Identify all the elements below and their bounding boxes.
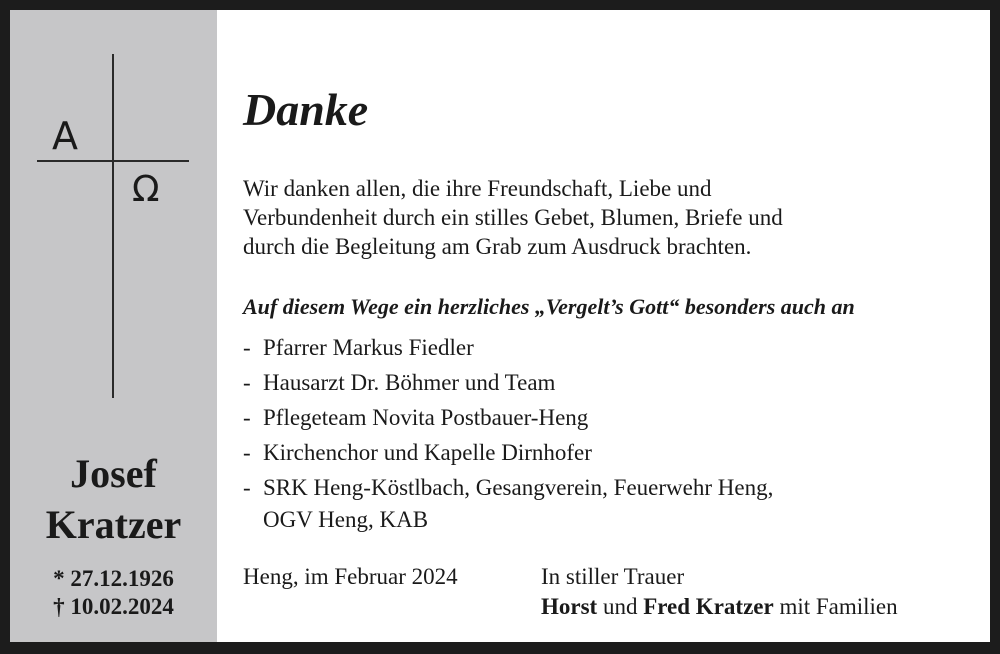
list-item-label: Pfarrer Markus Fiedler	[263, 335, 474, 360]
list-item	[243, 330, 963, 365]
alpha-symbol: A	[52, 114, 78, 158]
list-item	[243, 400, 963, 435]
obituary-card	[10, 10, 990, 642]
deceased-first-name: Josef	[70, 451, 157, 496]
intro-line: Verbundenheit durch ein stilles Gebet, Blumen, Briefe und	[243, 205, 783, 230]
signer-suffix: mit Familien	[779, 594, 898, 619]
list-item	[243, 470, 963, 535]
signers-line	[541, 592, 898, 622]
list-item-label: Hausarzt Dr. Böhmer und Team	[263, 370, 556, 395]
omega-symbol: Ω	[132, 169, 160, 210]
list-item-label: Pflegeteam Novita Postbauer-Heng	[263, 405, 589, 430]
deceased-last-name: Kratzer	[45, 502, 182, 547]
sidebar-panel	[10, 10, 217, 642]
birth-date: * 27.12.1926	[53, 566, 174, 591]
list-item-label: SRK Heng-Köstlbach, Gesangverein, Feuerwehr Heng,	[263, 475, 774, 500]
mourning-signature	[541, 562, 898, 622]
place-date: Heng, im Februar 2024	[243, 564, 458, 589]
intro-paragraph	[243, 174, 943, 261]
thanks-list	[243, 330, 963, 535]
list-item	[243, 435, 963, 470]
signer-connector: und	[602, 594, 638, 619]
intro-line: Wir danken allen, die ihre Freundschaft, Liebe und	[243, 176, 712, 201]
death-date: † 10.02.2024	[53, 594, 174, 619]
list-item-label: Kirchenchor und Kapelle Dirnhofer	[263, 440, 592, 465]
list-item	[243, 365, 963, 400]
cross-vertical-bar-icon	[112, 54, 114, 398]
thanks-subtitle: Auf diesem Wege ein herzliches „Vergelt’s Gott“ besonders auch an	[243, 294, 855, 319]
cross-horizontal-bar-icon	[37, 160, 189, 162]
list-item-continuation: OGV Heng, KAB	[263, 507, 429, 532]
signer-name: Fred Kratzer	[643, 594, 774, 619]
page-title: Danke	[243, 84, 369, 135]
intro-line: durch die Begleitung am Grab zum Ausdruck brachten.	[243, 234, 752, 259]
signer-name: Horst	[541, 594, 598, 619]
mourning-label: In stiller Trauer	[541, 564, 685, 589]
